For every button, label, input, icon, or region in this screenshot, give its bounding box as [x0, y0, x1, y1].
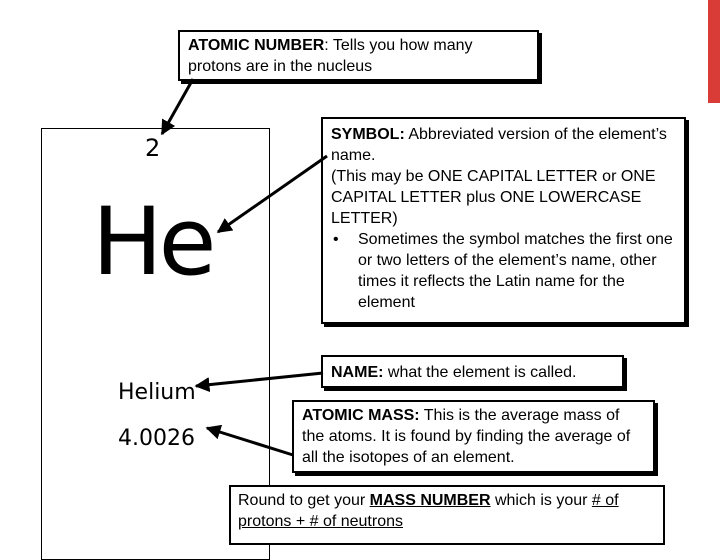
name-text: what the element is called.: [383, 364, 577, 381]
tile-atomic-mass: 4.0026: [118, 426, 195, 451]
atomic-number-arrow: [162, 79, 193, 134]
symbol-bullet-text: Sometimes the symbol matches the first one or two letters of the element’s name, other times it reflects the Latin name for the element: [358, 231, 673, 311]
mass-number-prefix: Round to get your: [238, 492, 370, 509]
tile-atomic-number: 2: [145, 134, 161, 162]
atomic-number-label: ATOMIC NUMBER: [188, 37, 325, 54]
name-callout: [321, 355, 624, 388]
symbol-note: (This may be ONE CAPITAL LETTER or ONE CAPITAL LETTER plus ONE LOWERCASE LETTER): [331, 168, 656, 227]
accent-bar: [708, 0, 720, 103]
symbol-label: SYMBOL:: [331, 126, 405, 143]
atomic-number-text: : Tells you how many protons are in the nucleus: [188, 37, 473, 75]
name-label: NAME:: [331, 364, 384, 381]
mass-number-callout: [229, 485, 665, 545]
symbol-text: Abbreviated version of the element’s name.: [331, 126, 667, 164]
symbol-bullet: [331, 229, 676, 313]
mass-number-middle: which is your: [490, 492, 592, 509]
tile-symbol: He: [92, 188, 213, 297]
mass-number-label: MASS NUMBER: [369, 492, 491, 509]
tile-element-name: Helium: [118, 380, 196, 405]
atomic-mass-label: ATOMIC MASS:: [302, 407, 420, 424]
atomic-mass-text: This is the average mass of the atoms. It is found by finding the average of all the isotopes of an element.: [302, 407, 631, 466]
atomic-mass-callout: [292, 400, 655, 473]
symbol-callout: [321, 117, 686, 324]
mass-number-formula: # of protons + # of neutrons: [238, 492, 619, 530]
atomic-number-callout: [178, 30, 539, 81]
bullet-icon: •: [333, 231, 339, 248]
